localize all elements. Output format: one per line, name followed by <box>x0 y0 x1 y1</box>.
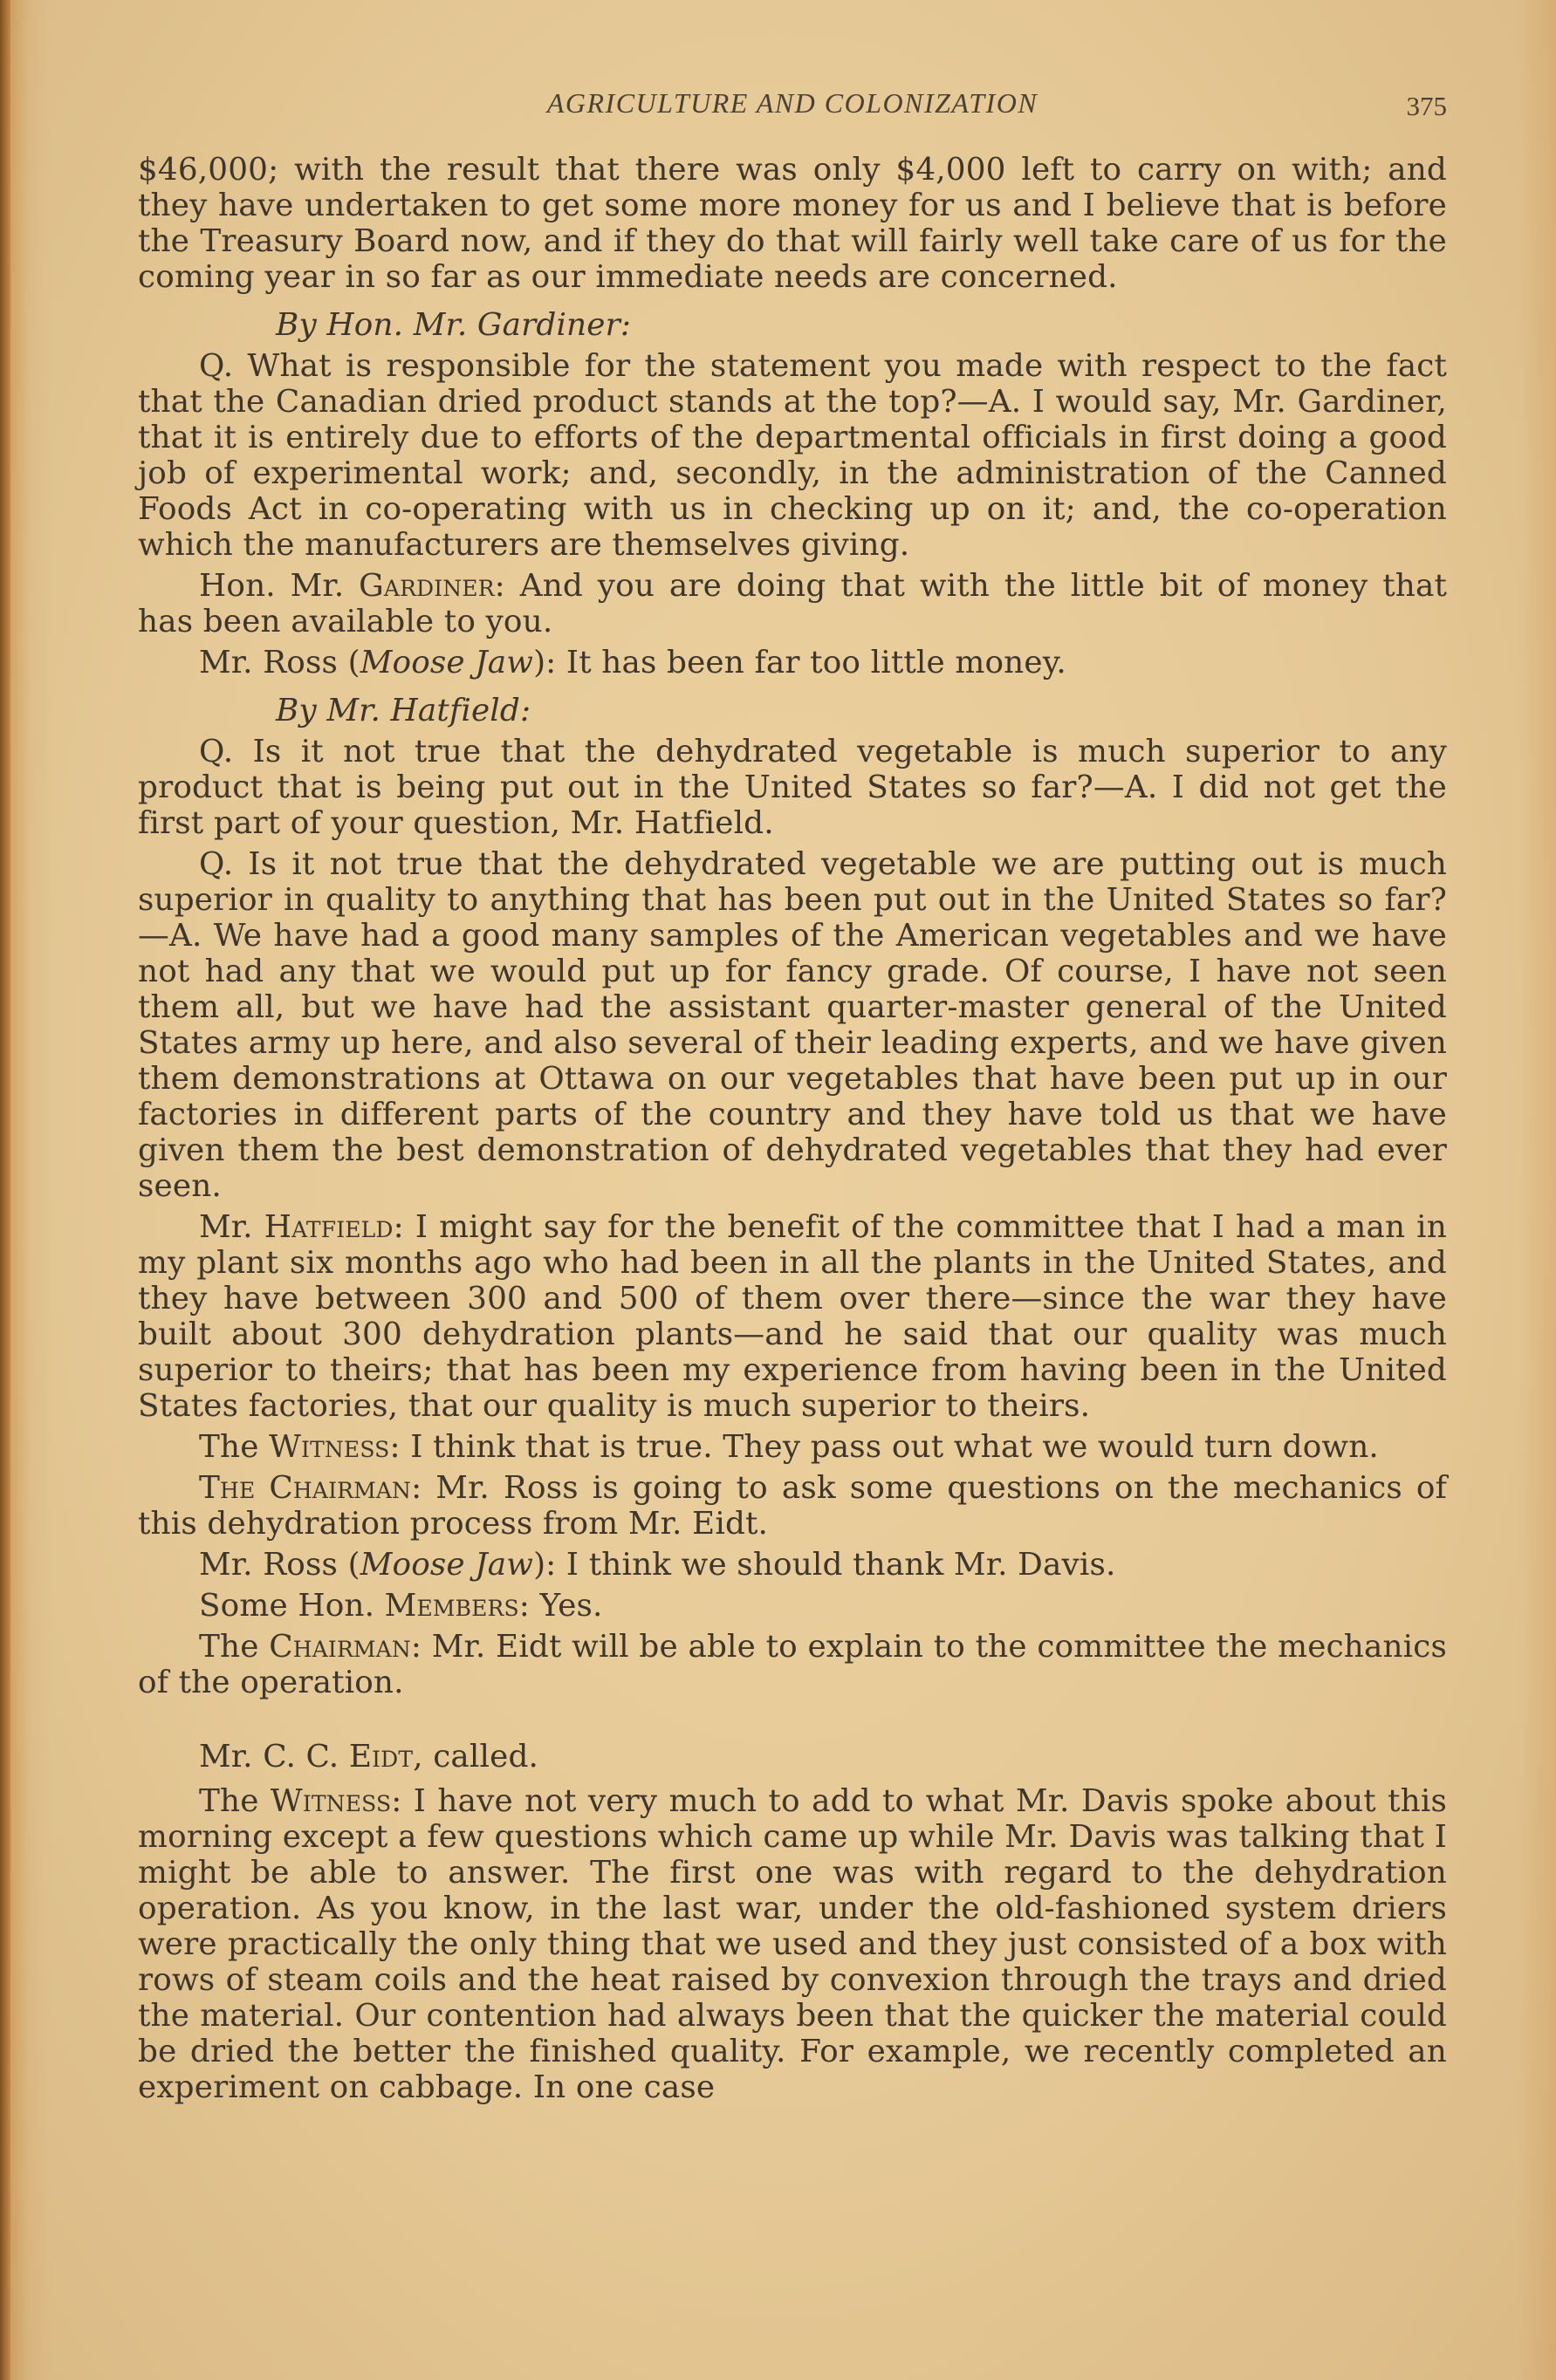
speaker-name: Hatfield <box>264 1209 394 1245</box>
speaker-paragraph <box>138 568 1447 639</box>
examiner-heading: By Hon. Mr. Gardiner: <box>276 307 632 343</box>
question-answer-paragraph: Q. Is it not true that the dehydrated vegetable we are putting out is much superior in quality to anything that has been put out in the United States so far?—A. We have had a good many samples of the American vegetables and we have not had any that we would put up for fancy grade. Of course, I have not seen them all, but we have had the assistant quarter-master general of the United States army up here, and also several of their leading experts, and we have given them demonstrations at Ottawa on our vegetables that have been put up in our factories in different parts of the country and they have told us that we have given them the best demonstration of dehydrated vegetables that they had ever seen. <box>138 846 1447 1204</box>
witness-called-line <box>138 1739 1447 1775</box>
question-answer-paragraph: Q. Is it not true that the dehydrated vegetable is much superior to any product that is being put out in the United States so far?—A. I did not get the first part of your question, Mr. Hatfield. <box>138 734 1447 841</box>
speaker-riding: Moose Jaw <box>360 1547 534 1583</box>
speaker-text: ): It has been far too little money. <box>533 645 1066 680</box>
paragraph-continued: $46,000; with the result that there was only $4,000 left to carry on with; and they have undertaken to get some more money for us and I believe that is before the Treasury Board now, and if they do that will fairly well take care of us for the coming year in so far as our immediate needs are concerned. <box>138 152 1447 295</box>
speaker-name: Members <box>384 1588 519 1624</box>
book-page <box>138 80 1447 2110</box>
speaker-riding: Moose Jaw <box>360 645 534 680</box>
speaker-prefix: The <box>199 1629 270 1665</box>
called-suffix: , called. <box>413 1739 539 1775</box>
speaker-paragraph <box>138 1470 1447 1542</box>
speaker-paragraph <box>138 1783 1447 2105</box>
speaker-prefix: The <box>199 1783 271 1819</box>
speaker-paragraph <box>138 1209 1447 1424</box>
running-head: AGRICULTURE AND COLONIZATION <box>546 87 1038 119</box>
speaker-paragraph <box>138 1547 1447 1583</box>
speaker-name: Chairman <box>269 1629 411 1665</box>
speaker-prefix: Some Hon. <box>199 1588 385 1624</box>
speaker-prefix: Hon. Mr. <box>199 568 360 604</box>
speaker-text: : I think that is true. They pass out what we would turn down. <box>389 1429 1379 1465</box>
called-name: Eidt <box>348 1739 414 1775</box>
speaker-name: The Chairman <box>199 1470 412 1506</box>
examiner-heading: By Mr. Hatfield: <box>276 693 531 728</box>
speaker-text: : I might say for the benefit of the committee that I had a man in my plant six months ago who had been in all the plants in the United States, and they have between 300 and 500 of them over there—since the war they have built about 300 dehydration plants—and he said that our quality was much superior to theirs; that has been my experience from having been in the United States factories, that our quality is much superior to theirs. <box>138 1209 1447 1424</box>
called-prefix: Mr. C. C. <box>199 1739 349 1775</box>
speaker-name: Witness <box>269 1429 390 1465</box>
speaker-text: ): I think we should thank Mr. Davis. <box>533 1547 1116 1583</box>
speaker-name: Witness <box>270 1783 392 1819</box>
speaker-name: Gardiner <box>359 568 495 604</box>
speaker-paragraph <box>138 645 1447 680</box>
speaker-text: : Mr. Eidt will be able to explain to the committee the mechanics of the operation. <box>138 1629 1447 1700</box>
speaker-prefix: Mr. Ross ( <box>199 645 360 680</box>
question-answer-paragraph: Q. What is responsible for the statement you made with respect to the fact that the Canadian dried product stands at the top?—A. I would say, Mr. Gardiner, that it is entirely due to efforts of the departmental officials in first doing a good job of experimental work; and, secondly, in the administration of the Canned Foods Act in co-operating with us in checking up on it; and, the co-operation which the manufacturers are themselves giving. <box>138 348 1447 563</box>
speaker-text: : Yes. <box>518 1588 603 1624</box>
page-number: 375 <box>1406 91 1447 121</box>
speaker-prefix: Mr. Ross ( <box>199 1547 360 1583</box>
speaker-text: : Mr. Ross is going to ask some questions on the mechanics of this dehydration process from Mr. Eidt. <box>138 1470 1447 1542</box>
speaker-text: : And you are doing that with the little bit of money that has been available to you. <box>138 568 1447 639</box>
page-body <box>138 152 1447 2105</box>
page-binding-edge <box>0 0 10 2380</box>
speaker-prefix: The <box>199 1429 270 1465</box>
page-header <box>138 80 1447 133</box>
speaker-prefix: Mr. <box>199 1209 264 1245</box>
speaker-paragraph <box>138 1629 1447 1700</box>
speaker-text: : I have not very much to add to what Mr. Davis spoke about this morning except a few questions which came up while Mr. Davis was talking that I might be able to answer. The first one was with regard to the dehydration operation. As you know, in the last war, under the old-fashioned system driers were practically the only thing that we used and they just consisted of a box with rows of steam coils and the heat raised by convexion through the trays and dried the material. Our contention had always been that the quicker the material could be dried the better the finished quality. For example, we recently completed an experiment on cabbage. In one case <box>138 1783 1447 2105</box>
speaker-paragraph <box>138 1588 1447 1624</box>
speaker-paragraph <box>138 1429 1447 1465</box>
